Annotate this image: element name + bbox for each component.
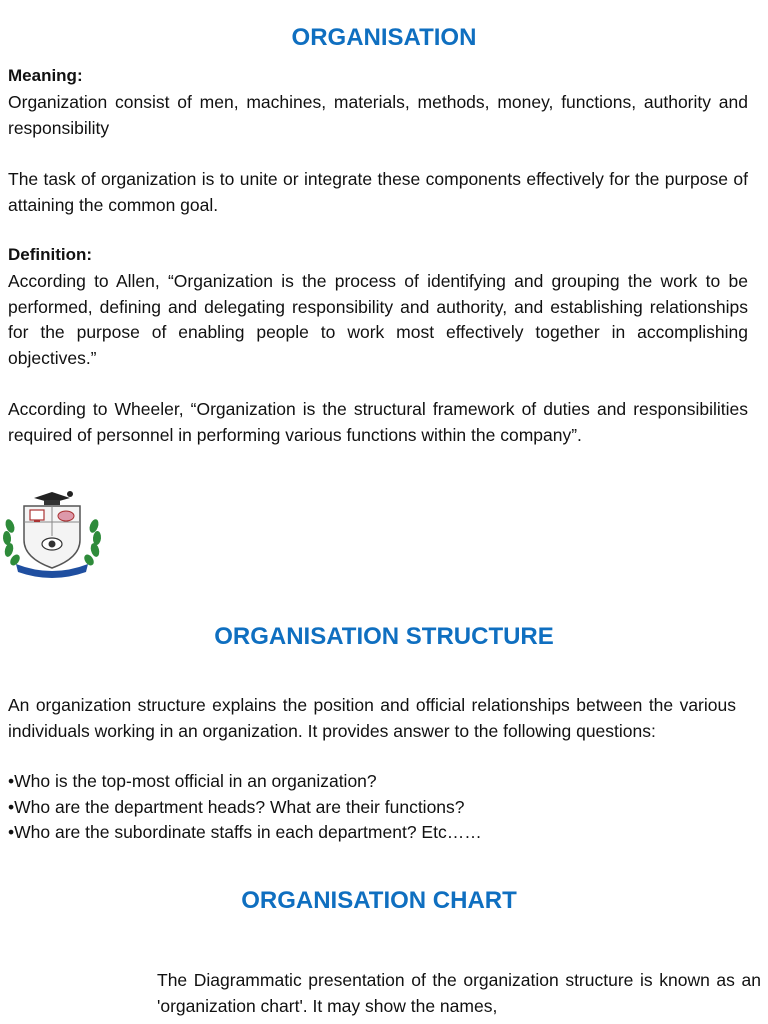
list-item: •Who are the subordinate staffs in each department? Etc…… bbox=[8, 822, 482, 842]
heading-organisation: ORGANISATION bbox=[291, 24, 477, 51]
structure-intro-paragraph: An organization structure explains the position and official relationships between the various individuals working in an organization. It provides answer to the following questions: bbox=[8, 695, 736, 741]
definition-label: Definition: bbox=[8, 245, 93, 264]
list-item: •Who is the top-most official in an organization? bbox=[8, 771, 377, 791]
heading-organisation-structure: ORGANISATION STRUCTURE bbox=[214, 623, 554, 650]
allen-definition-paragraph: According to Allen, “Organization is the process of identifying and grouping the work to be performed, defining and delegating responsibility and authority, and establishing relationships for the purpose of enabling people to work most effectively together in accomplishing objectives.” bbox=[8, 271, 748, 368]
meaning-paragraph: Organization consist of men, machines, materials, methods, money, functions, authority and responsibility bbox=[8, 92, 748, 138]
institution-emblem-icon bbox=[0, 488, 104, 580]
wheeler-definition-paragraph: According to Wheeler, “Organization is the structural framework of duties and responsibilities required of personnel in performing various functions within the company”. bbox=[8, 399, 748, 445]
chart-intro-clipped bbox=[157, 968, 761, 1024]
chart-intro-paragraph: The Diagrammatic presentation of the organization structure is known as an 'organization chart'. It may show the names, bbox=[157, 970, 761, 1016]
heading-organisation-chart: ORGANISATION CHART bbox=[241, 887, 517, 914]
task-paragraph: The task of organization is to unite or integrate these components effectively for the purpose of attaining the common goal. bbox=[8, 169, 748, 215]
structure-questions-list bbox=[8, 769, 748, 846]
meaning-label: Meaning: bbox=[8, 66, 83, 85]
list-item: •Who are the department heads? What are their functions? bbox=[8, 796, 465, 817]
